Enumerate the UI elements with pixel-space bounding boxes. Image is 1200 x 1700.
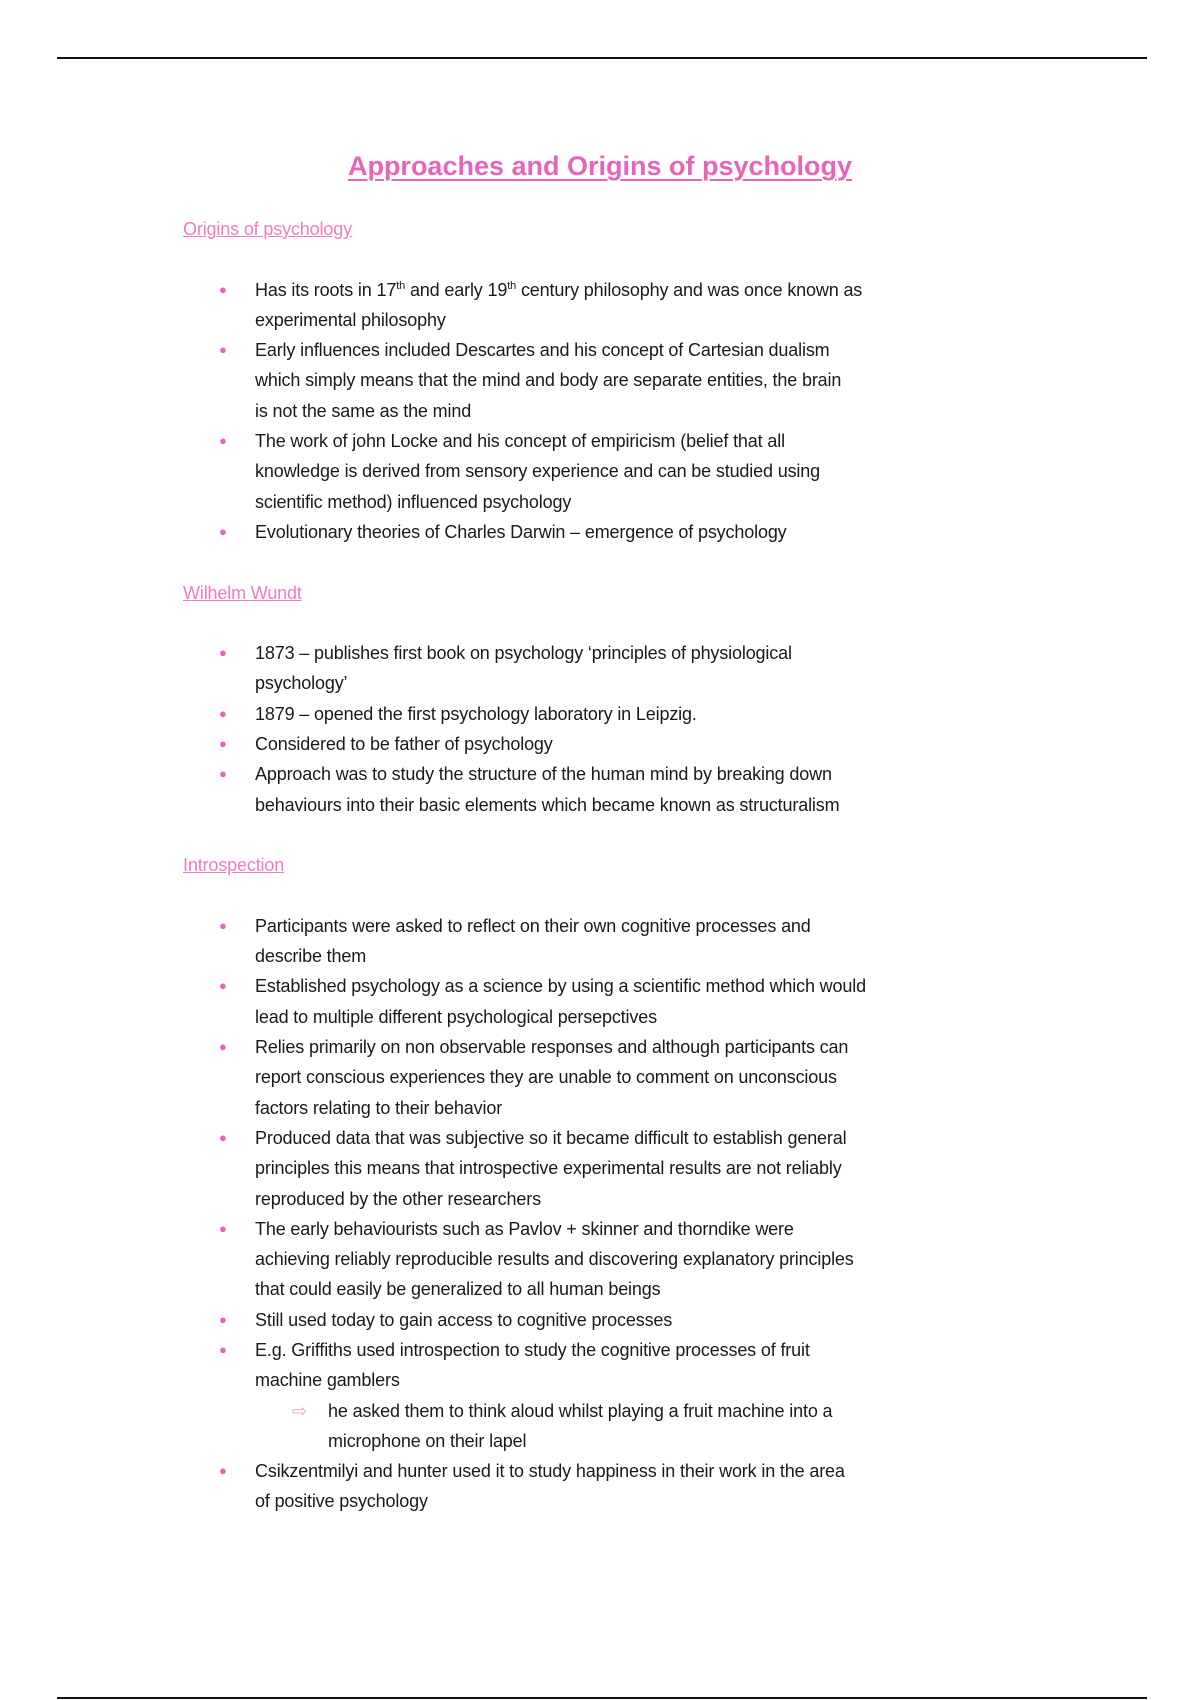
- text-fragment: machine gamblers: [255, 1370, 400, 1391]
- sub-list-item: [0, 1396, 1200, 1457]
- text-fragment: reproduced by the other researchers: [255, 1188, 541, 1209]
- text-line: [255, 426, 1200, 456]
- text-line: [255, 456, 1200, 486]
- superscript: th: [507, 279, 517, 292]
- list-item: [0, 1123, 1200, 1214]
- text-line: [255, 790, 1200, 820]
- section-heading: Introspection: [183, 855, 285, 876]
- text-line: [255, 1486, 1200, 1516]
- text-fragment: report conscious experiences they are unable to comment on unconscious: [255, 1067, 837, 1088]
- text-fragment: Participants were asked to reflect on their own cognitive processes and: [255, 915, 811, 936]
- text-line: [255, 1244, 1200, 1274]
- bullet-icon: ●: [219, 1341, 227, 1357]
- text-fragment: Considered to be father of psychology: [255, 734, 553, 755]
- top-rule: [57, 57, 1147, 59]
- text-line: [255, 1456, 1200, 1486]
- list-item: [0, 729, 1200, 759]
- bullet-icon: ●: [219, 917, 227, 933]
- text-line: [255, 911, 1200, 941]
- text-line: [255, 1274, 1200, 1304]
- text-line: [255, 1184, 1200, 1214]
- list-item: [0, 1305, 1200, 1335]
- list-item: [0, 1456, 1200, 1517]
- text-fragment: of positive psychology: [255, 1491, 428, 1512]
- list-item: [0, 335, 1200, 426]
- text-fragment: The early behaviourists such as Pavlov + skinner and thorndike were: [255, 1218, 794, 1239]
- text-line: [255, 335, 1200, 365]
- bullet-icon: ●: [219, 1039, 227, 1055]
- list-item: [0, 911, 1200, 972]
- text-line: [328, 1396, 1200, 1426]
- list-item: [0, 971, 1200, 1032]
- text-fragment: Has its roots in 17: [255, 279, 397, 300]
- text-line: [255, 759, 1200, 789]
- text-line: [255, 305, 1200, 335]
- text-fragment: that could easily be generalized to all human beings: [255, 1279, 661, 1300]
- text-line: [255, 275, 1200, 305]
- list-item: [0, 275, 1200, 336]
- text-fragment: achieving reliably reproducible results and discovering explanatory principles: [255, 1249, 854, 1270]
- text-fragment: 1873 – publishes first book on psychology ‘principles of physiological: [255, 643, 792, 664]
- text-fragment: microphone on their lapel: [328, 1430, 527, 1451]
- document-body: [0, 214, 1200, 1547]
- bullet-icon: ●: [219, 766, 227, 782]
- text-fragment: scientific method) influenced psychology: [255, 491, 572, 512]
- list-item: [0, 759, 1200, 820]
- text-line: [255, 971, 1200, 1001]
- text-fragment: he asked them to think aloud whilst playing a fruit machine into a: [328, 1400, 833, 1421]
- bullet-icon: ●: [219, 1463, 227, 1479]
- text-line: [255, 699, 1200, 729]
- arrow-bullet-icon: ⇨: [292, 1400, 307, 1421]
- list-item: [0, 1335, 1200, 1396]
- bullet-icon: ●: [219, 342, 227, 358]
- bullet-icon: ●: [219, 1129, 227, 1145]
- text-line: [255, 1032, 1200, 1062]
- text-fragment: Csikzentmilyi and hunter used it to study happiness in their work in the area: [255, 1461, 845, 1482]
- text-fragment: factors relating to their behavior: [255, 1097, 503, 1118]
- text-fragment: Produced data that was subjective so it became difficult to establish general: [255, 1127, 847, 1148]
- text-line: [255, 396, 1200, 426]
- text-fragment: Evolutionary theories of Charles Darwin – emergence of psychology: [255, 521, 787, 542]
- text-line: [255, 517, 1200, 547]
- text-fragment: lead to multiple different psychological persepctives: [255, 1006, 657, 1027]
- text-fragment: Relies primarily on non observable responses and although participants can: [255, 1037, 849, 1058]
- text-line: [255, 1214, 1200, 1244]
- text-line: [255, 1335, 1200, 1365]
- list-item: [0, 1214, 1200, 1305]
- bullet-icon: ●: [219, 705, 227, 721]
- text-line: [255, 1153, 1200, 1183]
- bullet-icon: ●: [219, 645, 227, 661]
- section-wilhelm-wundt: [0, 578, 1200, 820]
- bullet-icon: ●: [219, 433, 227, 449]
- text-fragment: Approach was to study the structure of the human mind by breaking down: [255, 764, 832, 785]
- list-item: [0, 517, 1200, 547]
- list-item: [0, 1032, 1200, 1123]
- text-line: [255, 1093, 1200, 1123]
- text-line: [255, 941, 1200, 971]
- bullet-icon: ●: [219, 281, 227, 297]
- section-introspection: [0, 850, 1200, 1517]
- page-title: [0, 148, 1200, 184]
- bullet-icon: ●: [219, 1220, 227, 1236]
- text-fragment: psychology’: [255, 673, 348, 694]
- page-title-text: Approaches and Origins of psychology: [347, 151, 853, 181]
- text-line: [255, 365, 1200, 395]
- section-origins-of-psychology: [0, 214, 1200, 547]
- text-fragment: century philosophy and was once known as: [516, 279, 863, 300]
- text-fragment: describe them: [255, 946, 367, 967]
- text-line: [255, 1365, 1200, 1395]
- text-line: [255, 1123, 1200, 1153]
- bullet-icon: ●: [219, 736, 227, 752]
- text-fragment: The work of john Locke and his concept of empiricism (belief that all: [255, 431, 785, 452]
- text-fragment: Still used today to gain access to cognitive processes: [255, 1309, 673, 1330]
- text-line: [255, 487, 1200, 517]
- text-fragment: is not the same as the mind: [255, 400, 472, 421]
- section-heading: Wilhelm Wundt: [183, 582, 302, 603]
- list-item: [0, 426, 1200, 517]
- text-fragment: E.g. Griffiths used introspection to study the cognitive processes of fruit: [255, 1339, 810, 1360]
- text-fragment: experimental philosophy: [255, 309, 446, 330]
- text-fragment: 1879 – opened the first psychology laboratory in Leipzig.: [255, 703, 697, 724]
- text-line: [328, 1426, 1200, 1456]
- bullet-icon: ●: [219, 523, 227, 539]
- text-fragment: which simply means that the mind and body are separate entities, the brain: [255, 370, 842, 391]
- text-fragment: Early influences included Descartes and his concept of Cartesian dualism: [255, 340, 830, 361]
- text-fragment: principles this means that introspective experimental results are not reliably: [255, 1158, 842, 1179]
- bullet-icon: ●: [219, 978, 227, 994]
- text-line: [255, 668, 1200, 698]
- bullet-icon: ●: [219, 1311, 227, 1327]
- superscript: th: [396, 279, 406, 292]
- bottom-rule: [57, 1697, 1147, 1699]
- text-line: [255, 638, 1200, 668]
- text-fragment: behaviours into their basic elements which became known as structuralism: [255, 794, 840, 815]
- text-fragment: and early 19: [405, 279, 508, 300]
- text-fragment: Established psychology as a science by using a scientific method which would: [255, 976, 866, 997]
- list-item: [0, 638, 1200, 699]
- text-fragment: knowledge is derived from sensory experience and can be studied using: [255, 461, 820, 482]
- text-line: [255, 1062, 1200, 1092]
- section-heading: Origins of psychology: [183, 219, 352, 239]
- text-line: [255, 1305, 1200, 1335]
- text-line: [255, 1002, 1200, 1032]
- list-item: [0, 699, 1200, 729]
- text-line: [255, 729, 1200, 759]
